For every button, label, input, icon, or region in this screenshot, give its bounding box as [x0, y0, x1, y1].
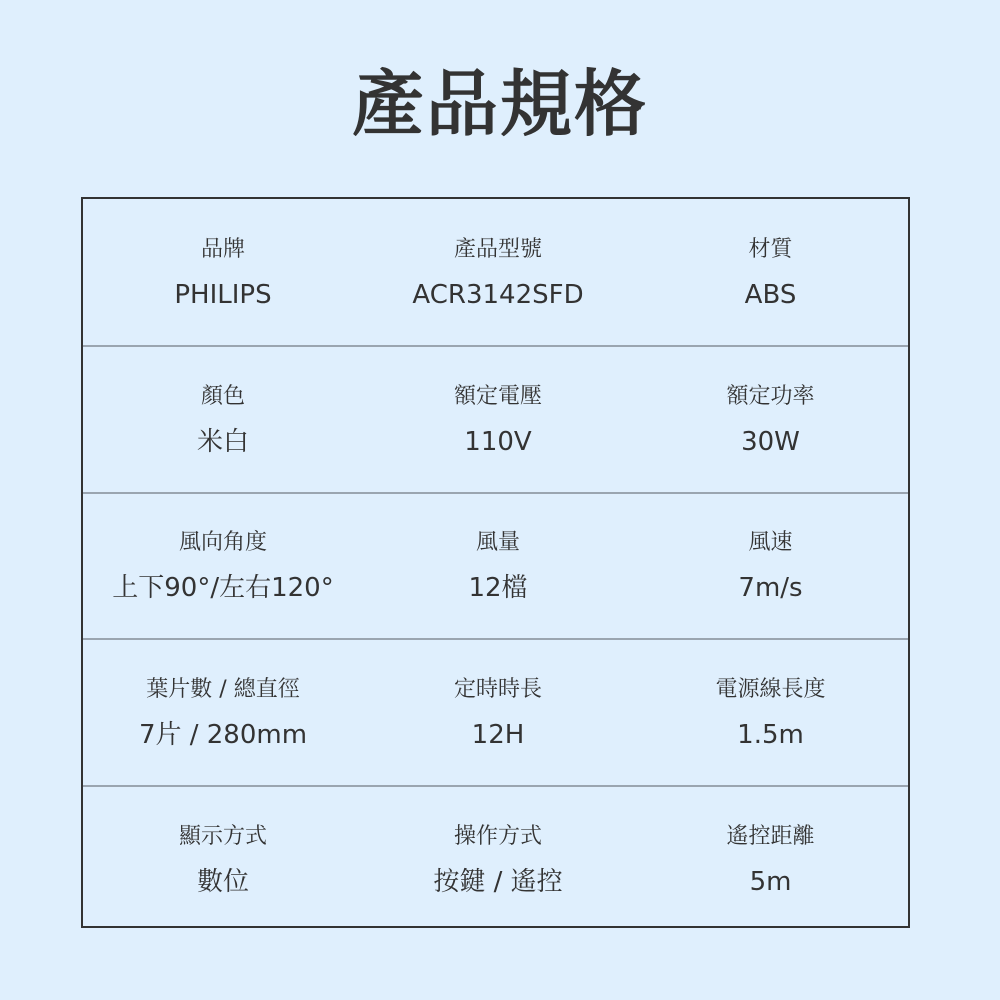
- spec-label: 品牌: [200, 237, 245, 262]
- spec-value: ABS: [744, 280, 797, 310]
- spec-cell-wind-volume: [363, 492, 633, 638]
- spec-value: 30W: [741, 427, 800, 457]
- spec-cell-remote-distance: [633, 786, 908, 932]
- spec-cell-wind-speed: [633, 492, 908, 638]
- spec-cell-cord-length: [633, 639, 908, 785]
- spec-cell-wind-angle: [83, 492, 363, 638]
- spec-value: 7m/s: [738, 573, 803, 603]
- spec-value: ACR3142SFD: [412, 280, 584, 310]
- spec-cell-brand: [83, 199, 363, 345]
- spec-label: 產品型號: [453, 237, 542, 262]
- spec-value: 12檔: [468, 573, 528, 603]
- spec-cell-blades: [83, 639, 363, 785]
- spec-value: 米白: [196, 427, 249, 457]
- spec-cell-model: [363, 199, 633, 345]
- spec-cell-material: [633, 199, 908, 345]
- spec-cell-voltage: [363, 346, 633, 492]
- spec-row-angle-volume-speed: [83, 492, 908, 638]
- spec-row-brand-model-material: [83, 199, 908, 345]
- spec-row-blades-timer-cord: [83, 639, 908, 785]
- spec-label: 額定電壓: [453, 384, 542, 409]
- spec-label: 顯示方式: [178, 824, 267, 849]
- spec-value: PHILIPS: [174, 280, 272, 310]
- spec-cell-timer: [363, 639, 633, 785]
- spec-label: 顏色: [200, 384, 245, 409]
- spec-label: 材質: [748, 237, 793, 262]
- spec-value: 1.5m: [737, 720, 804, 750]
- spec-cell-operation: [363, 786, 633, 932]
- spec-label: 操作方式: [453, 824, 542, 849]
- page-title: 產品規格: [351, 62, 648, 146]
- spec-value: 上下90°/左右120°: [112, 573, 334, 603]
- spec-cell-power: [633, 346, 908, 492]
- spec-value: 按鍵 / 遙控: [433, 867, 563, 897]
- spec-value: 110V: [464, 427, 532, 457]
- spec-value: 12H: [471, 720, 525, 750]
- spec-label: 定時時長: [453, 677, 542, 702]
- spec-cell-color: [83, 346, 363, 492]
- spec-row-color-voltage-power: [83, 346, 908, 492]
- spec-label: 葉片數 / 總直徑: [146, 677, 300, 702]
- spec-value: 5m: [749, 867, 792, 897]
- spec-label: 額定功率: [726, 384, 815, 409]
- spec-value: 數位: [196, 867, 249, 897]
- spec-label: 風速: [748, 530, 793, 555]
- spec-label: 電源線長度: [715, 677, 826, 702]
- spec-label: 遙控距離: [726, 824, 815, 849]
- spec-value: 7片 / 280mm: [138, 720, 308, 750]
- spec-label: 風量: [475, 530, 520, 555]
- spec-table: [81, 197, 910, 928]
- spec-label: 風向角度: [178, 530, 267, 555]
- spec-row-display-operation-remote: [83, 786, 908, 932]
- spec-cell-display: [83, 786, 363, 932]
